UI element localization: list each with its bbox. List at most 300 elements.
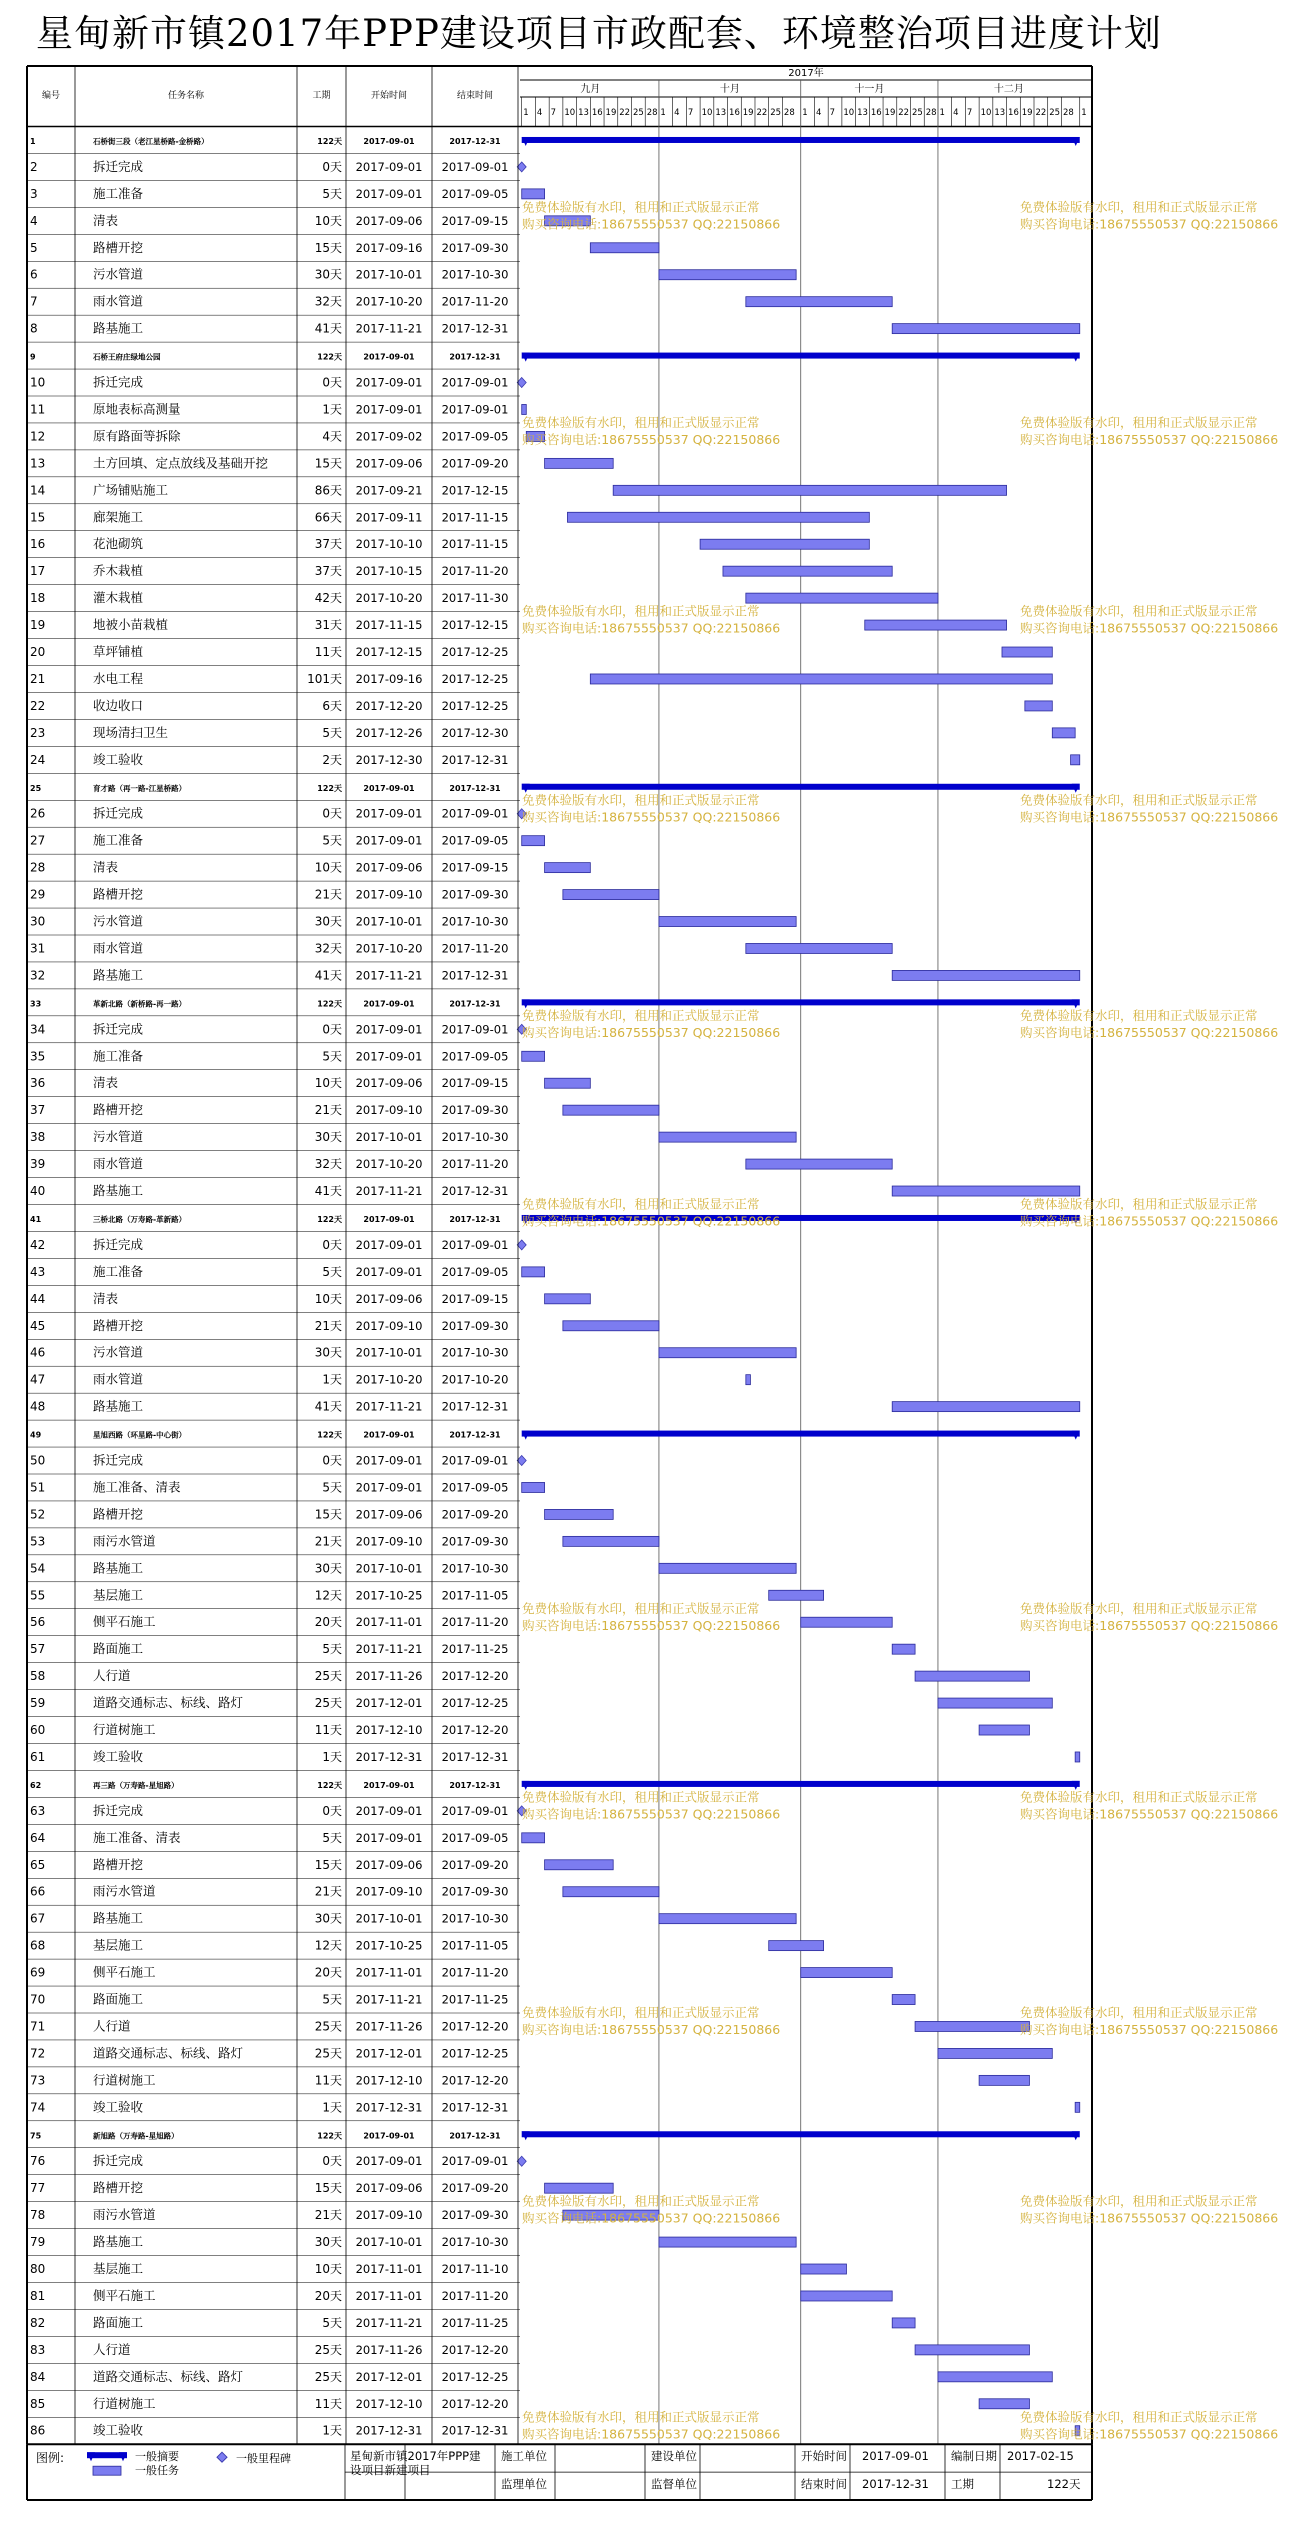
task-duration: 12天 (314, 1588, 342, 1603)
task-id: 14 (30, 483, 46, 498)
watermark-line2: 购买咨询电话:18675550537 QQ:22150866 (1020, 1213, 1279, 1229)
task-id: 25 (30, 783, 42, 793)
task-name: 路基施工 (93, 1910, 144, 1926)
task-end: 2017-09-30 (441, 1103, 509, 1118)
task-id: 76 (30, 2154, 46, 2169)
task-duration: 5天 (322, 725, 342, 740)
task-duration: 1天 (322, 1749, 342, 1764)
task-name: 雨水管道 (93, 940, 144, 956)
task-id: 75 (30, 2131, 42, 2141)
task-bar (723, 566, 892, 576)
task-id: 83 (30, 2342, 46, 2357)
task-start: 2017-10-10 (355, 537, 423, 552)
task-start: 2017-12-10 (355, 2396, 423, 2411)
task-start: 2017-09-01 (355, 1049, 423, 1064)
day-tick-label: 25 (1049, 108, 1061, 118)
task-bar (938, 1698, 1052, 1708)
task-id: 39 (30, 1157, 46, 1172)
task-end: 2017-10-30 (441, 1561, 509, 1576)
watermark-line2: 购买咨询电话:18675550537 QQ:22150866 (1020, 216, 1279, 232)
task-id: 85 (30, 2396, 46, 2411)
task-id: 36 (30, 1076, 46, 1091)
task-duration: 21天 (314, 1884, 342, 1899)
task-id: 34 (30, 1022, 46, 1037)
task-bar (915, 2345, 1029, 2355)
task-id: 46 (30, 1345, 46, 1360)
task-name: 原地表标高测量 (93, 401, 181, 417)
task-id: 79 (30, 2235, 46, 2250)
task-end: 2017-10-30 (441, 1345, 509, 1360)
milestone-marker (517, 378, 526, 388)
task-name: 原有路面等拆除 (93, 428, 181, 444)
task-bar (659, 917, 796, 927)
task-start: 2017-11-21 (355, 321, 423, 336)
task-duration: 5天 (322, 1264, 342, 1279)
column-header-start: 开始时间 (370, 91, 408, 101)
task-name: 路槽开挖 (93, 239, 144, 255)
end-value: 2017-12-31 (862, 2477, 929, 2492)
task-id: 30 (30, 914, 46, 929)
task-start: 2017-09-01 (355, 1453, 423, 1468)
day-tick-label: 10 (564, 108, 576, 118)
task-id: 53 (30, 1534, 46, 1549)
task-bar (545, 1509, 614, 1519)
task-start: 2017-11-01 (355, 2288, 423, 2303)
task-duration: 101天 (307, 671, 342, 686)
task-start: 2017-09-06 (355, 1291, 423, 1306)
task-duration: 41天 (314, 1399, 342, 1414)
task-bar (563, 1536, 659, 1546)
watermark-line2: 购买咨询电话:18675550537 QQ:22150866 (522, 1024, 781, 1040)
task-bar (1075, 1752, 1080, 1762)
month-label: 十月 (719, 84, 740, 95)
task-end: 2017-09-01 (441, 1803, 509, 1818)
watermark-line1: 免费体验版有水印，租用和正式版显示正常 (1020, 2193, 1258, 2209)
task-duration: 25天 (314, 1696, 342, 1711)
day-tick-label: 10 (980, 108, 992, 118)
task-duration: 15天 (314, 456, 342, 471)
task-start: 2017-10-20 (355, 591, 423, 606)
task-id: 47 (30, 1372, 46, 1387)
task-bar (567, 512, 869, 522)
construction-unit-label: 施工单位 (501, 2449, 547, 2464)
watermark-line1: 免费体验版有水印，租用和正式版显示正常 (1020, 2409, 1258, 2425)
task-duration: 25天 (314, 2369, 342, 2384)
day-tick-label: 22 (756, 108, 768, 118)
task-id: 40 (30, 1184, 46, 1199)
task-id: 33 (30, 999, 42, 1009)
task-name: 拆迁完成 (93, 374, 144, 390)
task-name: 路基施工 (93, 320, 144, 336)
task-start: 2017-09-01 (363, 2131, 415, 2141)
task-id: 35 (30, 1049, 46, 1064)
task-end: 2017-11-20 (441, 2288, 509, 2303)
legend-milestone-label: 一般里程碑 (236, 2452, 291, 2466)
task-end: 2017-12-31 (449, 1780, 501, 1790)
task-duration: 11天 (314, 2396, 342, 2411)
legend-label: 图例: (36, 2451, 65, 2466)
task-start: 2017-10-20 (355, 1157, 423, 1172)
watermark-line2: 购买咨询电话:18675550537 QQ:22150866 (1020, 1806, 1279, 1822)
task-name: 路面施工 (93, 1991, 144, 2007)
task-name: 道路交通标志、标线、路灯 (93, 1695, 244, 1711)
task-end: 2017-09-05 (441, 1830, 509, 1845)
task-name: 侧平石施工 (93, 1964, 156, 1980)
task-name: 行道树施工 (93, 2072, 156, 2088)
watermark-line2: 购买咨询电话:18675550537 QQ:22150866 (522, 1617, 781, 1633)
day-tick-label: 1 (523, 108, 529, 118)
day-tick-label: 28 (783, 108, 795, 118)
task-start: 2017-09-10 (355, 1103, 423, 1118)
task-end: 2017-09-01 (441, 2154, 509, 2169)
task-id: 42 (30, 1237, 46, 1252)
month-label: 十二月 (993, 84, 1024, 95)
task-name: 收边收口 (93, 697, 144, 713)
watermark-line1: 免费体验版有水印，租用和正式版显示正常 (1020, 1007, 1258, 1023)
task-id: 71 (30, 2019, 46, 2034)
task-bar (659, 270, 796, 280)
task-start: 2017-09-01 (355, 1237, 423, 1252)
task-name: 侧平石施工 (93, 1614, 156, 1630)
task-start: 2017-12-20 (355, 698, 423, 713)
task-name: 施工准备 (93, 1263, 144, 1279)
watermark-line1: 免费体验版有水印，租用和正式版显示正常 (1020, 603, 1258, 619)
task-id: 84 (30, 2369, 46, 2384)
watermark-line2: 购买咨询电话:18675550537 QQ:22150866 (1020, 431, 1279, 447)
task-bar (522, 1051, 545, 1061)
task-duration: 20天 (314, 1615, 342, 1630)
task-name: 路面施工 (93, 1641, 144, 1657)
day-tick-label: 7 (829, 108, 836, 118)
day-tick-label: 28 (1062, 108, 1074, 118)
task-start: 2017-10-01 (355, 1130, 423, 1145)
task-bar (545, 2183, 614, 2193)
task-start: 2017-09-21 (355, 483, 423, 498)
day-tick-label: 19 (742, 108, 754, 118)
task-duration: 30天 (314, 1130, 342, 1145)
task-end: 2017-12-31 (449, 999, 501, 1009)
compiled-date-value: 2017-02-15 (1007, 2449, 1074, 2464)
task-name: 三桥北路（万寿路-革新路） (93, 1214, 187, 1224)
watermark-line2: 购买咨询电话:18675550537 QQ:22150866 (522, 216, 781, 232)
task-id: 57 (30, 1642, 46, 1657)
day-tick-label: 7 (966, 108, 973, 118)
task-end: 2017-09-30 (441, 240, 509, 255)
watermark-line2: 购买咨询电话:18675550537 QQ:22150866 (522, 431, 781, 447)
start-label: 开始时间 (801, 2449, 847, 2464)
task-name: 再三路（万寿路-星旭路） (93, 1780, 179, 1790)
task-id: 73 (30, 2073, 46, 2088)
task-id: 68 (30, 1938, 46, 1953)
watermark-line1: 免费体验版有水印，租用和正式版显示正常 (1020, 1789, 1258, 1805)
task-end: 2017-12-31 (441, 752, 509, 767)
watermark-line2: 购买咨询电话:18675550537 QQ:22150866 (522, 620, 781, 636)
task-bar (801, 1617, 892, 1627)
task-start: 2017-09-06 (355, 860, 423, 875)
task-bar (769, 1590, 824, 1600)
task-end: 2017-09-01 (441, 159, 509, 174)
task-end: 2017-09-05 (441, 1049, 509, 1064)
task-start: 2017-09-01 (355, 1803, 423, 1818)
task-id: 27 (30, 833, 46, 848)
task-end: 2017-11-15 (441, 537, 509, 552)
task-duration: 31天 (314, 618, 342, 633)
task-start: 2017-11-15 (355, 618, 423, 633)
task-name: 拆迁完成 (93, 1236, 144, 1252)
watermark-line1: 免费体验版有水印，租用和正式版显示正常 (1020, 792, 1258, 808)
task-duration: 21天 (314, 1534, 342, 1549)
task-start: 2017-10-01 (355, 1911, 423, 1926)
task-duration: 30天 (314, 267, 342, 282)
task-end: 2017-11-20 (441, 294, 509, 309)
task-id: 70 (30, 1992, 46, 2007)
task-id: 43 (30, 1264, 46, 1279)
task-name: 道路交通标志、标线、路灯 (93, 2045, 244, 2061)
task-id: 58 (30, 1669, 46, 1684)
watermark-line1: 免费体验版有水印，租用和正式版显示正常 (522, 1789, 760, 1805)
task-name: 竣工验收 (93, 2422, 144, 2438)
task-end: 2017-12-30 (441, 725, 509, 740)
task-end: 2017-09-20 (441, 1507, 509, 1522)
task-bar (892, 1995, 915, 2005)
task-id: 51 (30, 1480, 46, 1495)
task-start: 2017-12-31 (355, 1749, 423, 1764)
task-start: 2017-09-01 (355, 402, 423, 417)
task-name: 清表 (93, 1290, 119, 1306)
task-end: 2017-10-30 (441, 1911, 509, 1926)
task-id: 60 (30, 1723, 46, 1738)
day-tick-label: 22 (1035, 108, 1047, 118)
task-name: 水电工程 (93, 670, 144, 686)
task-bar (659, 1563, 796, 1573)
watermark-line2: 购买咨询电话:18675550537 QQ:22150866 (522, 2210, 781, 2226)
task-duration: 25天 (314, 2342, 342, 2357)
task-start: 2017-10-01 (355, 1345, 423, 1360)
task-id: 55 (30, 1588, 46, 1603)
task-start: 2017-09-06 (355, 1507, 423, 1522)
task-duration: 25天 (314, 2046, 342, 2061)
task-start: 2017-10-25 (355, 1938, 423, 1953)
task-name: 施工准备 (93, 1048, 144, 1064)
task-start: 2017-09-06 (355, 1857, 423, 1872)
task-end: 2017-12-31 (449, 136, 501, 146)
task-name: 乔木栽植 (93, 563, 144, 579)
task-bar (522, 836, 545, 846)
task-duration: 32天 (314, 294, 342, 309)
task-end: 2017-11-25 (441, 2315, 509, 2330)
task-bar (659, 2237, 796, 2247)
task-start: 2017-09-01 (363, 1780, 415, 1790)
watermark-line1: 免费体验版有水印，租用和正式版显示正常 (522, 792, 760, 808)
task-start: 2017-09-10 (355, 1534, 423, 1549)
task-id: 52 (30, 1507, 46, 1522)
watermark-line2: 购买咨询电话:18675550537 QQ:22150866 (1020, 2210, 1279, 2226)
task-bar (545, 1860, 614, 1870)
watermark-line2: 购买咨询电话:18675550537 QQ:22150866 (522, 1213, 781, 1229)
summary-bar (522, 1431, 1080, 1437)
day-tick-label: 25 (632, 108, 644, 118)
task-end: 2017-12-31 (449, 1214, 501, 1224)
task-duration: 11天 (314, 1723, 342, 1738)
task-start: 2017-09-01 (355, 806, 423, 821)
task-bar (746, 1375, 751, 1385)
task-start: 2017-09-01 (355, 1264, 423, 1279)
task-bar (746, 943, 892, 953)
task-duration: 122天 (317, 999, 342, 1009)
watermark-line1: 免费体验版有水印，租用和正式版显示正常 (1020, 199, 1258, 215)
task-duration: 41天 (314, 1184, 342, 1199)
task-name: 拆迁完成 (93, 805, 144, 821)
task-duration: 122天 (317, 1214, 342, 1224)
task-bar (659, 1914, 796, 1924)
task-bar (979, 1725, 1029, 1735)
legend-task-label: 一般任务 (135, 2464, 179, 2478)
building-unit-label: 建设单位 (651, 2449, 697, 2464)
task-duration: 32天 (314, 1157, 342, 1172)
task-end: 2017-12-25 (441, 2369, 509, 2384)
task-start: 2017-09-10 (355, 1884, 423, 1899)
task-duration: 122天 (317, 783, 342, 793)
task-bar (545, 863, 591, 873)
task-end: 2017-09-20 (441, 456, 509, 471)
task-duration: 20天 (314, 1965, 342, 1980)
task-name: 污水管道 (93, 1129, 144, 1145)
task-start: 2017-09-06 (355, 1076, 423, 1091)
task-duration: 66天 (314, 510, 342, 525)
start-value: 2017-09-01 (862, 2449, 929, 2464)
task-name: 路基施工 (93, 1560, 144, 1576)
task-end: 2017-12-31 (441, 1399, 509, 1414)
task-id: 20 (30, 645, 46, 660)
task-bar (746, 593, 938, 603)
task-start: 2017-12-30 (355, 752, 423, 767)
day-tick-label: 1 (1081, 108, 1087, 118)
task-end: 2017-09-30 (441, 887, 509, 902)
task-start: 2017-09-01 (355, 375, 423, 390)
task-end: 2017-09-05 (441, 186, 509, 201)
watermark-line1: 免费体验版有水印，租用和正式版显示正常 (1020, 2005, 1258, 2020)
task-id: 41 (30, 1214, 42, 1224)
task-end: 2017-12-20 (441, 2073, 509, 2088)
task-name: 人行道 (93, 1668, 131, 1684)
task-name: 路槽开挖 (93, 1317, 144, 1333)
watermark-line2: 购买咨询电话:18675550537 QQ:22150866 (1020, 1617, 1279, 1633)
task-start: 2017-12-31 (355, 2100, 423, 2115)
task-duration: 41天 (314, 968, 342, 983)
task-end: 2017-09-05 (441, 833, 509, 848)
task-end: 2017-09-01 (441, 1237, 509, 1252)
task-end: 2017-09-05 (441, 1264, 509, 1279)
task-id: 13 (30, 456, 46, 471)
task-start: 2017-09-06 (355, 2181, 423, 2196)
task-bar (563, 1321, 659, 1331)
task-start: 2017-12-31 (355, 2423, 423, 2438)
milestone-marker (517, 2156, 526, 2166)
task-start: 2017-12-01 (355, 2369, 423, 2384)
task-bar (522, 1833, 545, 1843)
task-end: 2017-12-15 (441, 483, 509, 498)
task-duration: 4天 (322, 429, 342, 444)
task-name: 清表 (93, 1075, 119, 1091)
task-id: 38 (30, 1130, 46, 1145)
task-id: 7 (30, 294, 38, 309)
task-name: 雨水管道 (93, 1371, 144, 1387)
month-label: 十一月 (854, 84, 885, 95)
task-bar (915, 1671, 1029, 1681)
task-name: 地被小苗栽植 (93, 617, 169, 633)
task-bar (563, 1105, 659, 1115)
watermark-line2: 购买咨询电话:18675550537 QQ:22150866 (1020, 2426, 1279, 2442)
task-name: 污水管道 (93, 1344, 144, 1360)
task-name: 路槽开挖 (93, 1856, 144, 1872)
task-start: 2017-09-01 (363, 1430, 415, 1440)
task-duration: 5天 (322, 186, 342, 201)
task-id: 72 (30, 2046, 46, 2061)
task-bar (545, 458, 614, 468)
task-end: 2017-10-30 (441, 267, 509, 282)
task-start: 2017-09-01 (355, 1480, 423, 1495)
task-name: 竣工验收 (93, 2099, 144, 2115)
task-start: 2017-10-15 (355, 564, 423, 579)
task-id: 23 (30, 725, 46, 740)
task-name: 竣工验收 (93, 1748, 144, 1764)
task-bar (590, 674, 1052, 684)
task-duration: 0天 (322, 159, 342, 174)
task-bar (892, 970, 1080, 980)
task-start: 2017-10-20 (355, 294, 423, 309)
duration-value: 122天 (1047, 2477, 1081, 2492)
task-start: 2017-09-01 (363, 783, 415, 793)
task-start: 2017-12-10 (355, 1723, 423, 1738)
task-duration: 5天 (322, 1642, 342, 1657)
task-end: 2017-09-30 (441, 1884, 509, 1899)
task-duration: 12天 (314, 1938, 342, 1953)
task-start: 2017-09-01 (363, 352, 415, 362)
task-end: 2017-12-15 (441, 618, 509, 633)
compiled-date-label: 编制日期 (951, 2449, 997, 2464)
task-bar (865, 620, 1007, 630)
task-id: 9 (30, 352, 36, 362)
task-id: 65 (30, 1857, 46, 1872)
task-name: 基层施工 (93, 1587, 144, 1603)
task-name: 石桥王府庄绿地公园 (93, 352, 161, 362)
task-end: 2017-10-30 (441, 914, 509, 929)
task-duration: 122天 (317, 352, 342, 362)
task-bar (938, 2048, 1052, 2058)
task-id: 37 (30, 1103, 46, 1118)
day-tick-label: 28 (925, 108, 937, 118)
task-name: 育才路（再一路-江星桥路） (93, 783, 187, 793)
task-id: 8 (30, 321, 38, 336)
task-end: 2017-09-15 (441, 1076, 509, 1091)
day-tick-label: 1 (939, 108, 945, 118)
task-name: 路槽开挖 (93, 886, 144, 902)
task-duration: 30天 (314, 1561, 342, 1576)
task-name: 清表 (93, 859, 119, 875)
task-duration: 1天 (322, 402, 342, 417)
task-name: 施工准备 (93, 832, 144, 848)
task-end: 2017-12-31 (441, 1184, 509, 1199)
watermark-line1: 免费体验版有水印，租用和正式版显示正常 (1020, 414, 1258, 430)
task-bar (522, 1482, 545, 1492)
task-name: 施工准备、清表 (93, 1479, 181, 1495)
page-title: 星甸新市镇2017年PPP建设项目市政配套、环境整治项目进度计划 (36, 12, 1162, 55)
day-tick-label: 16 (1008, 108, 1019, 118)
task-name: 雨污水管道 (93, 2207, 156, 2223)
task-start: 2017-09-01 (355, 186, 423, 201)
day-tick-label: 10 (843, 108, 855, 118)
task-duration: 6天 (322, 698, 342, 713)
